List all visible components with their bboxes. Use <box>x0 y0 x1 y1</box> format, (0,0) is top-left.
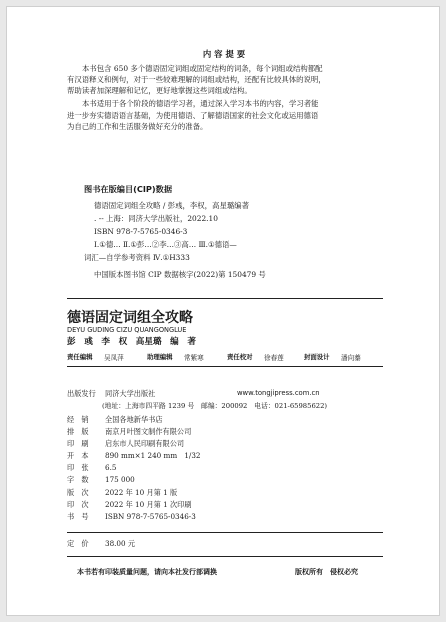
staff-role-4: 封面设计 <box>304 353 330 361</box>
divider-staff <box>67 366 383 367</box>
cip-line4: Ⅰ.①德… Ⅱ.①彭…②李…③高… Ⅲ.①德语— <box>94 240 237 249</box>
book-title: 德语固定词组全攻略 <box>67 310 193 326</box>
copyright-page: 内 容 提 要 本书包含 650 多个德语固定词组或固定结构的词条，每个词组或结构都配 有汉语释义和例句，对于一些较难理解的词组或结构，还配有比较具体的说明， 帮助读者加深理解和记忆，更好地掌握这些词组或结构。 本书适用于各个阶段的德语学习者，通过深入学习本书的内容，学习者能 进一步夯实德语语言基础，为使用德语、了解德语国家的社会文化或运用德语 为自己的工作和生活服务做好充分的准备。 图书在版编目(CIP)数据 德语固定词组全攻略 / 彭彧，李权，高星璐编著 . -- 上海：同济大学出版社，2022.10 ISBN 978-7-5765-0346-3 Ⅰ.①德… Ⅱ.①彭…②李…③高… Ⅲ.①德语— 词汇—自学参考资料 Ⅳ.①H333 中国版本图书馆 CIP 数据核字(2022)第 150479 号 德语固定词组全攻略 DEYU GUDING CIZU QUANGONGLUE 彭 彧 李 权 高星璐 编 著 责任编辑 吴凤萍 助理编辑 常紫寒 责任校对 徐春莲 封面设计 潘向蓁 出版发行 同济大学出版社 www.tongjipress.com.cn (地址：上海市四平路 1239 号 邮编：200092 电话：021-65985622) 经 销 全国各地新华书店 排 版 南京月叶图文制作有限公司 印 刷 启东市人民印刷有限公司 开 本 890 mm×1 240 mm 1/32 印 张 6.5 字 数 175 000 版 次 2022 年 10 月第 1 版 印 次 2022 年 10 月第 1 次印刷 书 号 ISBN 978-7-5765-0346-3 定 价 38.00 元 本书若有印装质量问题，请向本社发行部调换 版权所有 侵权必究 <box>6 6 440 616</box>
spec-address: (地址：上海市四平路 1239 号 邮编：200092 电话：021-65985622) <box>102 402 328 410</box>
quality-notice: 本书若有印装质量问题，请向本社发行部调换 <box>77 568 217 576</box>
summary-p1-line3: 帮助读者加深理解和记忆，更好地掌握这些词组或结构。 <box>67 86 252 95</box>
staff-role-1: 责任编辑 <box>67 353 93 361</box>
divider-price-top <box>67 532 383 533</box>
spec-publisher-value: 同济大学出版社 <box>105 389 156 398</box>
divider-bottom <box>67 556 383 557</box>
cip-line1: 德语固定词组全攻略 / 彭彧，李权，高星璐编著 <box>94 201 250 210</box>
cip-heading: 图书在版编目(CIP)数据 <box>84 184 173 194</box>
staff-name-2: 常紫寒 <box>184 354 204 362</box>
cip-line6: 中国版本图书馆 CIP 数据核字(2022)第 150479 号 <box>94 270 266 279</box>
summary-p2-line2: 进一步夯实德语语言基础，为使用德语、了解德语国家的社会文化或运用德语 <box>67 111 319 120</box>
summary-p1-line1: 本书包含 650 多个德语固定词组或固定结构的词条，每个词组或结构都配 <box>82 64 323 73</box>
staff-name-1: 吴凤萍 <box>104 354 124 362</box>
spec-price-label: 定 价 <box>67 539 89 548</box>
cip-line3: ISBN 978-7-5765-0346-3 <box>94 227 188 236</box>
book-pinyin: DEYU GUDING CIZU QUANGONGLUE <box>67 326 187 334</box>
staff-row <box>67 352 387 362</box>
staff-role-2: 助理编辑 <box>147 353 173 361</box>
summary-p1-line2: 有汉语释义和例句，对于一些较难理解的词组或结构，还配有比较具体的说明， <box>67 75 326 84</box>
spec-website: www.tongjipress.com.cn <box>237 389 320 397</box>
rights-notice: 版权所有 侵权必究 <box>295 568 358 576</box>
summary-p2-line1: 本书适用于各个阶段的德语学习者，通过深入学习本书的内容，学习者能 <box>82 99 319 108</box>
staff-name-3: 徐春莲 <box>264 354 284 362</box>
staff-name-4: 潘向蓁 <box>341 354 361 362</box>
cip-line2: . -- 上海：同济大学出版社，2022.10 <box>94 214 218 223</box>
divider-top <box>67 298 383 299</box>
staff-role-3: 责任校对 <box>227 353 253 361</box>
book-authors: 彭 彧 李 权 高星璐 编 著 <box>67 337 196 347</box>
summary-title: 内 容 提 要 <box>202 49 246 59</box>
spec-publisher <box>67 388 387 399</box>
spec-price-value: 38.00 元 <box>105 539 136 548</box>
spec-publisher-label: 出版发行 <box>67 389 96 398</box>
cip-line5: 词汇—自学参考资料 Ⅳ.①H333 <box>84 253 190 262</box>
summary-p2-line3: 为自己的工作和生活服务做好充分的准备。 <box>67 122 208 131</box>
